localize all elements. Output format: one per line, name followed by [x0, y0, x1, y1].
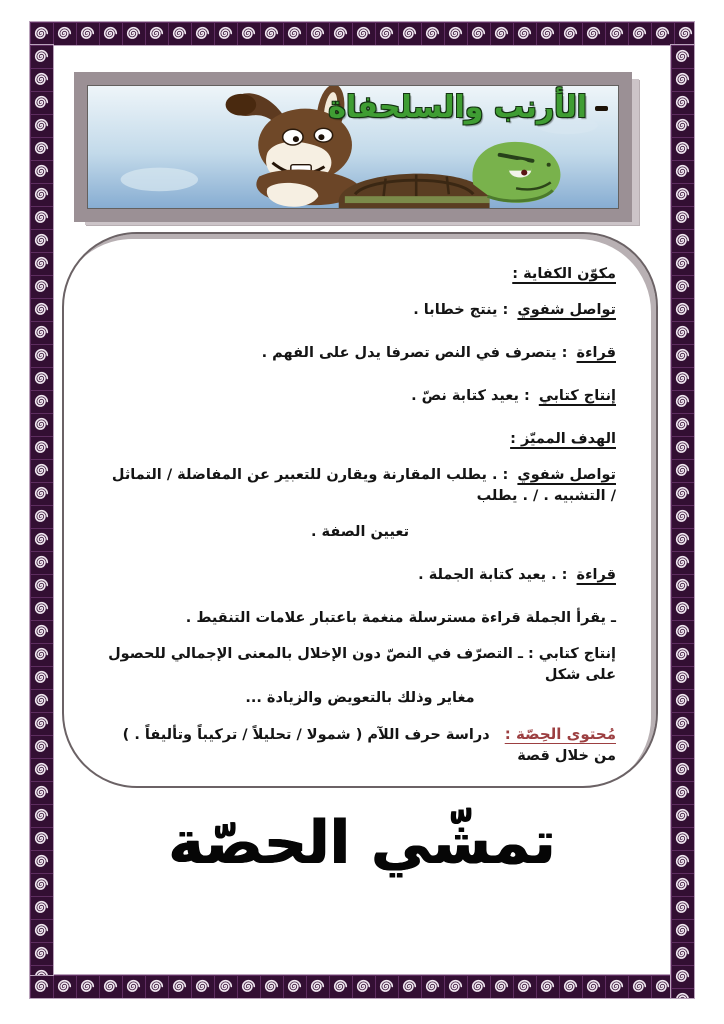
writing-label: إنتاج كتابي — [538, 388, 616, 405]
banner-title — [328, 90, 608, 125]
session-content-text: دراسة حرف اللآم ( شمولا / تحليلاً / تركيباً وتأليفاً . ) من خلال قصة — [122, 727, 616, 765]
session-progress-title: تمشّي الحصّة — [168, 808, 556, 878]
objective-reading-text: : . يعيد كتابة الجملة . — [418, 567, 568, 584]
ornamental-border-bottom — [30, 975, 671, 998]
objective-oral-line — [104, 465, 616, 507]
objective-reading-line — [104, 565, 616, 586]
oral-label: تواصل شفوي — [517, 302, 616, 319]
competency-oral-line — [104, 300, 616, 321]
competency-reading-line — [104, 343, 616, 364]
reading-label: قراءة — [576, 345, 616, 362]
ornamental-border-top — [30, 22, 694, 45]
objective-oral-label: تواصل شفوي — [517, 467, 616, 484]
objective-writing-line: إنتاج كتابي : ـ التصرّف في النصّ دون الإخلال بالمعنى الإجمالي للحصول على شكل — [108, 646, 616, 684]
competency-writing-line — [104, 386, 616, 407]
oral-text: : ينتج خطابا . — [413, 302, 509, 319]
session-content-heading: مُحتوى الحِصّة : — [504, 725, 616, 744]
spiral-pattern-icon — [30, 975, 671, 998]
story-banner — [74, 72, 632, 222]
objective-oral-text: : . يطلب المقارنة ويقارن للتعبير عن المفاضلة / التماثل / التشبيه . / . يطلب — [111, 467, 616, 505]
objective-reading-note: ـ يقرأ الجملة قراءة مسترسلة منغمة باعتبار علامات التنقيط . — [185, 610, 616, 627]
objective-reading-label: قراءة — [576, 567, 616, 584]
writing-text: : يعيد كتابة نصّ . — [411, 388, 530, 405]
reading-text: : يتصرف في النص تصرفا يدل على الفهم . — [261, 345, 568, 362]
competency-heading — [104, 264, 616, 285]
objectives-box — [62, 232, 658, 788]
title-dash-icon — [595, 106, 608, 111]
story-banner-picture — [87, 85, 619, 209]
banner-title-text: الأرنب والسلحفاة — [328, 90, 587, 125]
objective-writing-continuation: مغاير وذلك بالتعويض والزيادة ... — [245, 690, 475, 707]
objective-heading-text: الهدف المميّز : — [510, 431, 616, 448]
objective-heading — [104, 429, 616, 450]
competency-heading-text: مكوّن الكفاية : — [512, 266, 616, 282]
session-content-line — [104, 724, 616, 767]
objective-oral-continuation: تعيين الصفة . — [310, 524, 410, 541]
spiral-pattern-icon — [30, 22, 694, 45]
